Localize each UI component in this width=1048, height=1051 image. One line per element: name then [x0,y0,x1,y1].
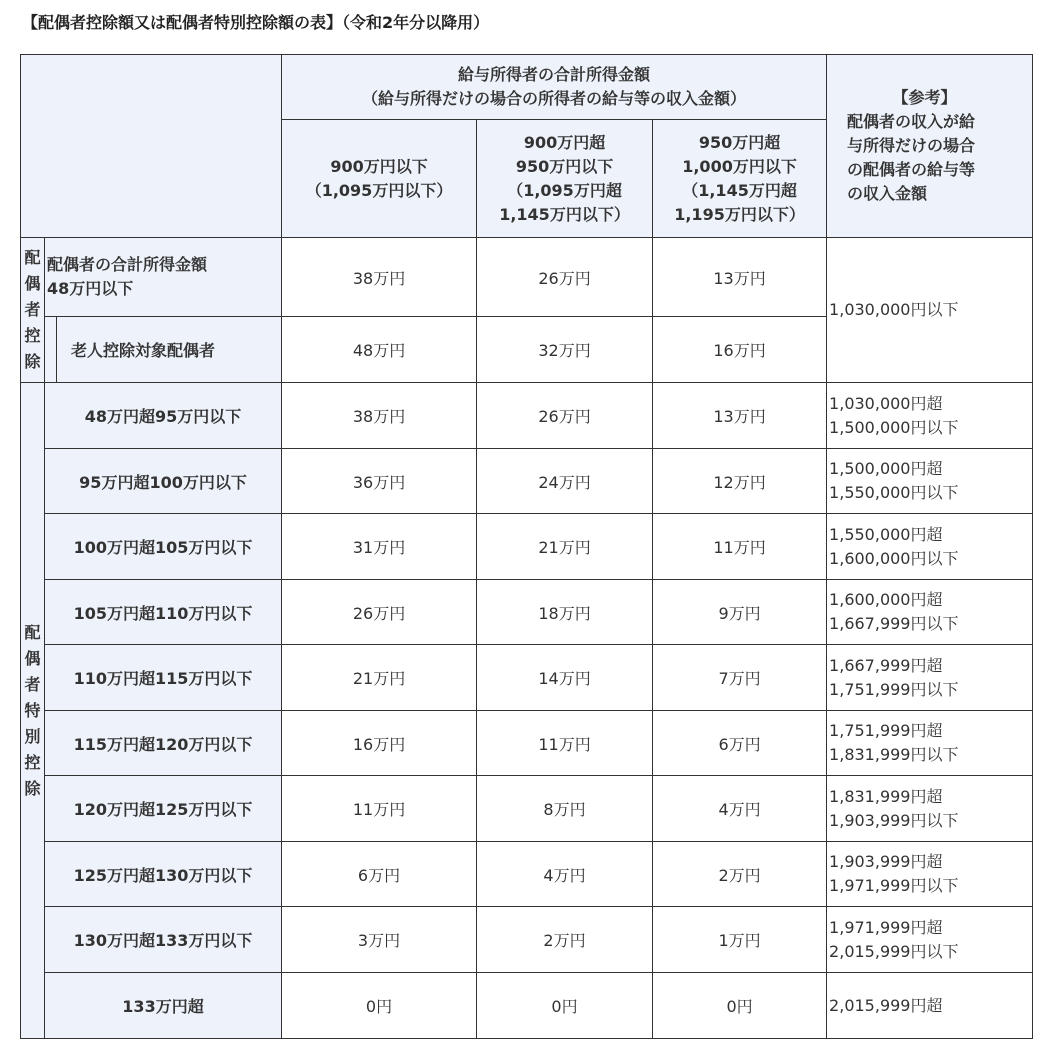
header-income-group [282,55,827,120]
reference-cell: 1,903,999円超 1,971,999円以下 [827,842,1033,907]
value-cell: 38万円 [282,383,477,449]
header-reference-line2: 与所得だけの場合 [847,136,976,155]
value-cell: 32万円 [477,317,653,383]
header-col-3-line2: 1,000万円以下 [682,156,797,176]
value-cell: 11万円 [477,711,653,776]
value-cell: 16万円 [282,711,477,776]
header-col-1-line2: （1,095万円以下） [305,180,453,200]
value-cell: 3万円 [282,907,477,973]
special-deduction-row-label: 125万円超130万円以下 [45,842,282,907]
value-cell: 14万円 [477,645,653,711]
special-deduction-row [21,907,1033,973]
reference-cell: 1,550,000円超 1,600,000円以下 [827,514,1033,580]
header-corner [21,55,282,238]
spouse-deduction-row-1 [21,238,1033,317]
header-col-2 [477,120,653,238]
header-col-2-line2: 950万円以下 [515,156,614,176]
header-col-3-line1: 950万円超 [698,132,781,152]
special-deduction-row [21,449,1033,514]
special-deduction-row [21,711,1033,776]
value-cell: 18万円 [477,580,653,645]
value-cell: 0円 [477,973,653,1039]
reference-cell: 1,500,000円超 1,550,000円以下 [827,449,1033,514]
header-col-3-line3: （1,145万円超 [682,180,797,200]
value-cell: 26万円 [282,580,477,645]
header-col-2-line4: 1,145万円以下） [499,204,630,224]
special-deduction-row [21,645,1033,711]
spouse-deduction-reference: 1,030,000円以下 [827,238,1033,383]
header-reference-line3: の配偶者の給与等 [847,160,976,179]
value-cell: 21万円 [282,645,477,711]
special-deduction-row [21,383,1033,449]
reference-cell: 1,831,999円超 1,903,999円以下 [827,776,1033,842]
value-cell: 48万円 [282,317,477,383]
header-income-group-line2: （給与所得だけの場合の所得者の給与等の収入金額） [362,89,747,108]
special-deduction-row [21,514,1033,580]
special-deduction-row [21,776,1033,842]
header-row-1 [21,55,1033,120]
value-cell: 16万円 [653,317,827,383]
value-cell: 24万円 [477,449,653,514]
header-col-2-line1: 900万円超 [523,132,606,152]
reference-cell: 1,667,999円超 1,751,999円以下 [827,645,1033,711]
value-cell: 26万円 [477,238,653,317]
spouse-deduction-row-2-label: 老人控除対象配偶者 [57,317,282,383]
value-cell: 2万円 [477,907,653,973]
spouse-deduction-side-label: 配偶者控除 [21,238,45,383]
value-cell: 11万円 [653,514,827,580]
special-deduction-row [21,580,1033,645]
value-cell: 4万円 [477,842,653,907]
value-cell: 0円 [282,973,477,1039]
spouse-deduction-row-1-label [45,238,282,317]
reference-cell: 1,030,000円超 1,500,000円以下 [827,383,1033,449]
special-deduction-row-label: 95万円超100万円以下 [45,449,282,514]
reference-cell: 2,015,999円超 [827,973,1033,1039]
special-deduction-row-label: 120万円超125万円以下 [45,776,282,842]
special-deduction-row [21,842,1033,907]
header-reference-line4: の収入金額 [847,184,928,203]
deduction-table [20,54,1033,1039]
special-deduction-row-label: 48万円超95万円以下 [45,383,282,449]
special-deduction-row-label: 130万円超133万円以下 [45,907,282,973]
header-col-3-line4: 1,195万円以下） [674,204,805,224]
header-col-1-line1: 900万円以下 [330,156,428,176]
header-income-group-line1: 給与所得者の合計所得金額 [458,65,651,84]
reference-cell: 1,751,999円超 1,831,999円以下 [827,711,1033,776]
value-cell: 8万円 [477,776,653,842]
value-cell: 31万円 [282,514,477,580]
special-deduction-row [21,973,1033,1039]
spouse-deduction-row-1-label-line2: 48万円以下 [47,279,134,298]
reference-cell: 1,971,999円超 2,015,999円以下 [827,907,1033,973]
value-cell: 4万円 [653,776,827,842]
header-col-2-line3: （1,095万円超 [507,180,622,200]
value-cell: 12万円 [653,449,827,514]
special-deduction-row-label: 115万円超120万円以下 [45,711,282,776]
value-cell: 13万円 [653,383,827,449]
special-deduction-row-label: 100万円超105万円以下 [45,514,282,580]
value-cell: 11万円 [282,776,477,842]
special-deduction-row-label: 110万円超115万円以下 [45,645,282,711]
value-cell: 36万円 [282,449,477,514]
spouse-deduction-row-1-label-line1: 配偶者の合計所得金額 [47,255,208,274]
value-cell: 13万円 [653,238,827,317]
header-reference-line1: 配偶者の収入が給 [847,112,976,131]
value-cell: 38万円 [282,238,477,317]
value-cell: 7万円 [653,645,827,711]
header-col-1 [282,120,477,238]
value-cell: 0円 [653,973,827,1039]
header-reference [827,55,1033,238]
value-cell: 6万円 [282,842,477,907]
header-reference-title: 【参考】 [892,88,957,107]
header-col-3 [653,120,827,238]
value-cell: 21万円 [477,514,653,580]
special-deduction-row-label: 133万円超 [45,973,282,1039]
row-indent-spacer [45,317,57,383]
value-cell: 9万円 [653,580,827,645]
value-cell: 26万円 [477,383,653,449]
value-cell: 2万円 [653,842,827,907]
value-cell: 6万円 [653,711,827,776]
reference-cell: 1,600,000円超 1,667,999円以下 [827,580,1033,645]
page-title: 【配偶者控除額又は配偶者特別控除額の表】（令和2年分以降用） [22,13,490,32]
special-deduction-side-label: 配偶者特別控除 [21,383,45,1039]
value-cell: 1万円 [653,907,827,973]
special-deduction-row-label: 105万円超110万円以下 [45,580,282,645]
